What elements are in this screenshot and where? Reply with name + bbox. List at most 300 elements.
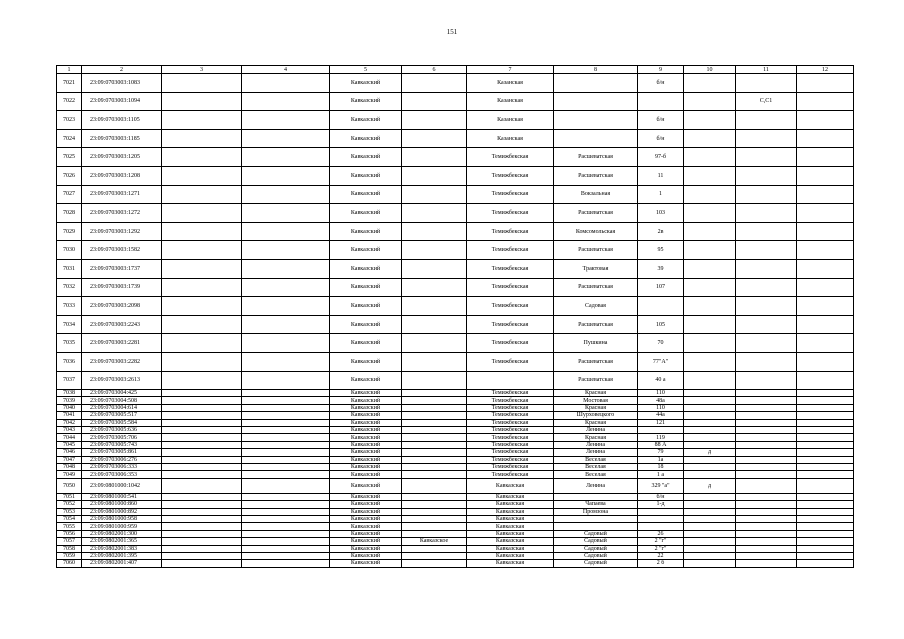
- table-cell: [162, 464, 242, 471]
- table-cell: [797, 530, 854, 537]
- table-cell: [797, 434, 854, 441]
- table-cell: 2 "г": [638, 538, 684, 545]
- table-cell: [736, 456, 797, 463]
- table-cell: Темижбекская: [467, 241, 554, 260]
- table-cell: [162, 315, 242, 334]
- table-cell: [402, 297, 467, 316]
- table-cell: [402, 515, 467, 522]
- page-number: 151: [446, 28, 458, 36]
- table-cell: 7042: [57, 419, 82, 426]
- table-cell: [162, 352, 242, 371]
- table-cell: Кавказская: [467, 530, 554, 537]
- table-row: [57, 515, 854, 522]
- table-cell: [242, 92, 330, 111]
- table-cell: б/н: [638, 493, 684, 500]
- table-row: [57, 478, 854, 493]
- table-cell: 44а: [638, 412, 684, 419]
- table-cell: [402, 111, 467, 130]
- table-cell: [554, 111, 638, 130]
- table-cell: [736, 352, 797, 371]
- table-row: [57, 419, 854, 426]
- table-cell: [797, 259, 854, 278]
- table-cell: [242, 545, 330, 552]
- table-cell: 23:09:0703003:2281: [82, 334, 162, 353]
- table-cell: [736, 449, 797, 456]
- table-row: [57, 185, 854, 204]
- table-cell: [162, 166, 242, 185]
- table-cell: 79: [638, 449, 684, 456]
- table-cell: Казанская: [467, 111, 554, 130]
- table-cell: [162, 222, 242, 241]
- table-cell: [402, 412, 467, 419]
- table-cell: [797, 508, 854, 515]
- column-header: 6: [402, 66, 467, 74]
- table-cell: 11: [638, 166, 684, 185]
- table-cell: Садовый: [554, 552, 638, 559]
- table-row: [57, 259, 854, 278]
- table-cell: [162, 390, 242, 397]
- table-cell: [736, 545, 797, 552]
- table-cell: [242, 315, 330, 334]
- table-cell: 23:09:0703003:1272: [82, 204, 162, 223]
- table-cell: 23:09:0703005:584: [82, 419, 162, 426]
- table-cell: Расшеватская: [554, 278, 638, 297]
- table-cell: 23:09:0703006:353: [82, 471, 162, 478]
- table-cell: [797, 278, 854, 297]
- table-cell: Кавказский: [330, 419, 402, 426]
- table-cell: б/н: [638, 111, 684, 130]
- table-cell: Кавказский: [330, 397, 402, 404]
- table-cell: [402, 523, 467, 530]
- table-cell: [797, 111, 854, 130]
- table-cell: [242, 427, 330, 434]
- table-cell: 23:09:0703003:1205: [82, 148, 162, 167]
- table-cell: [797, 501, 854, 508]
- table-cell: Кавказский: [330, 441, 402, 448]
- table-cell: [162, 478, 242, 493]
- table-cell: Темижбекская: [467, 456, 554, 463]
- table-cell: 7045: [57, 441, 82, 448]
- table-cell: С,С1: [736, 92, 797, 111]
- table-cell: [402, 419, 467, 426]
- table-cell: [736, 371, 797, 390]
- table-cell: [797, 412, 854, 419]
- table-row: [57, 456, 854, 463]
- table-cell: [242, 371, 330, 390]
- table-cell: д: [684, 478, 736, 493]
- table-cell: [736, 412, 797, 419]
- table-cell: Кавказский: [330, 371, 402, 390]
- table-cell: [684, 508, 736, 515]
- table-cell: Трактовая: [554, 259, 638, 278]
- table-cell: 2в: [638, 222, 684, 241]
- column-header: 11: [736, 66, 797, 74]
- table-cell: [162, 449, 242, 456]
- column-header: 2: [82, 66, 162, 74]
- table-cell: [638, 508, 684, 515]
- table-cell: [242, 297, 330, 316]
- table-cell: 7030: [57, 241, 82, 260]
- table-cell: [242, 478, 330, 493]
- table-cell: 23:09:0703004:614: [82, 404, 162, 411]
- table-cell: [162, 471, 242, 478]
- table-cell: Кавказский: [330, 538, 402, 545]
- table-cell: [684, 523, 736, 530]
- table-cell: 88 А: [638, 441, 684, 448]
- table-row: [57, 74, 854, 93]
- table-cell: Темижбекская: [467, 427, 554, 434]
- table-cell: Садовый: [554, 560, 638, 567]
- table-cell: 1-д: [638, 501, 684, 508]
- table-cell: [797, 464, 854, 471]
- table-cell: [554, 523, 638, 530]
- table-cell: [736, 397, 797, 404]
- table-cell: Темижбекская: [467, 412, 554, 419]
- table-cell: 2 б: [638, 560, 684, 567]
- table-cell: Темижбекская: [467, 464, 554, 471]
- table-row: [57, 523, 854, 530]
- column-header: 9: [638, 66, 684, 74]
- table-row: [57, 449, 854, 456]
- table-cell: [797, 222, 854, 241]
- table-cell: [736, 508, 797, 515]
- table-cell: Ленина: [554, 427, 638, 434]
- table-cell: [402, 185, 467, 204]
- table-row: [57, 493, 854, 500]
- table-cell: Комсомольская: [554, 222, 638, 241]
- table-cell: Красная: [554, 419, 638, 426]
- table-cell: [736, 129, 797, 148]
- table-cell: [684, 371, 736, 390]
- table-cell: [402, 560, 467, 567]
- table-cell: 7035: [57, 334, 82, 353]
- table-cell: 7050: [57, 478, 82, 493]
- table-cell: [242, 449, 330, 456]
- table-cell: [736, 185, 797, 204]
- table-cell: Темижбекская: [467, 352, 554, 371]
- table-cell: 23:09:0802001:300: [82, 530, 162, 537]
- table-cell: 7037: [57, 371, 82, 390]
- table-cell: [684, 129, 736, 148]
- table-cell: [736, 166, 797, 185]
- table-row: [57, 412, 854, 419]
- table-cell: [402, 427, 467, 434]
- table-cell: 110: [638, 404, 684, 411]
- table-cell: [162, 456, 242, 463]
- table-cell: Кавказский: [330, 427, 402, 434]
- table-cell: 23:09:0801000:959: [82, 523, 162, 530]
- table-row: [57, 148, 854, 167]
- table-cell: [797, 493, 854, 500]
- table-cell: [684, 390, 736, 397]
- table-row: [57, 92, 854, 111]
- table-row: [57, 471, 854, 478]
- table-cell: 23:09:0703005:636: [82, 427, 162, 434]
- table-cell: [554, 515, 638, 522]
- table-cell: Садовый: [554, 538, 638, 545]
- table-cell: Веселая: [554, 456, 638, 463]
- table-cell: [162, 371, 242, 390]
- table-cell: [242, 334, 330, 353]
- table-cell: Темижбекская: [467, 259, 554, 278]
- table-cell: [242, 390, 330, 397]
- table-cell: [684, 441, 736, 448]
- table-cell: [162, 241, 242, 260]
- table-cell: [242, 129, 330, 148]
- column-header: 4: [242, 66, 330, 74]
- table-cell: Веселая: [554, 464, 638, 471]
- table-row: [57, 111, 854, 130]
- table-cell: [797, 552, 854, 559]
- table-cell: 105: [638, 315, 684, 334]
- table-cell: Темижбекская: [467, 148, 554, 167]
- table-cell: Кавказский: [330, 204, 402, 223]
- table-cell: [736, 222, 797, 241]
- table-cell: [242, 148, 330, 167]
- table-row: [57, 508, 854, 515]
- table-cell: 23:09:0703003:1185: [82, 129, 162, 148]
- table-cell: [736, 204, 797, 223]
- table-cell: 7029: [57, 222, 82, 241]
- table-cell: [797, 545, 854, 552]
- table-cell: [242, 419, 330, 426]
- table-cell: 7055: [57, 523, 82, 530]
- table-cell: [736, 523, 797, 530]
- table-cell: [242, 259, 330, 278]
- table-row: [57, 334, 854, 353]
- table-cell: 7059: [57, 552, 82, 559]
- table-cell: [242, 434, 330, 441]
- table-cell: Расшеватская: [554, 166, 638, 185]
- table-cell: 121: [638, 419, 684, 426]
- table-cell: [162, 129, 242, 148]
- table-cell: [736, 538, 797, 545]
- table-cell: [554, 129, 638, 148]
- table-cell: Красная: [554, 434, 638, 441]
- table-cell: [797, 538, 854, 545]
- table-cell: [162, 412, 242, 419]
- table-cell: [162, 278, 242, 297]
- table-cell: Темижбекская: [467, 449, 554, 456]
- table-cell: Промзона: [554, 508, 638, 515]
- column-header: 5: [330, 66, 402, 74]
- table-cell: [242, 515, 330, 522]
- table-cell: Кавказский: [330, 111, 402, 130]
- table-cell: д: [684, 449, 736, 456]
- table-cell: 26: [638, 530, 684, 537]
- table-cell: [162, 334, 242, 353]
- column-header: 1: [57, 66, 82, 74]
- table-cell: [797, 315, 854, 334]
- table-cell: 23:09:0703003:2243: [82, 315, 162, 334]
- table-cell: Темижбекская: [467, 315, 554, 334]
- table-cell: Кавказский: [330, 222, 402, 241]
- table-cell: [797, 352, 854, 371]
- table-row: [57, 560, 854, 567]
- table-cell: Мостовая: [554, 397, 638, 404]
- table-cell: [162, 515, 242, 522]
- table-cell: 7026: [57, 166, 82, 185]
- table-cell: 70: [638, 334, 684, 353]
- table-cell: Ленина: [554, 478, 638, 493]
- table-cell: [736, 493, 797, 500]
- table-cell: [242, 538, 330, 545]
- table-cell: [242, 74, 330, 93]
- table-cell: Темижбекская: [467, 471, 554, 478]
- table-cell: [242, 530, 330, 537]
- table-row: [57, 390, 854, 397]
- table-cell: [402, 501, 467, 508]
- table-cell: [402, 397, 467, 404]
- table-cell: [797, 129, 854, 148]
- table-cell: [402, 545, 467, 552]
- table-cell: [162, 74, 242, 93]
- table-cell: Кавказский: [330, 404, 402, 411]
- table-cell: [736, 515, 797, 522]
- table-cell: [242, 185, 330, 204]
- table-cell: 23:09:0703005:706: [82, 434, 162, 441]
- table-cell: [736, 464, 797, 471]
- table-cell: Кавказская: [467, 478, 554, 493]
- table-cell: [684, 464, 736, 471]
- table-cell: [736, 530, 797, 537]
- table-cell: [402, 456, 467, 463]
- table-cell: 23:09:0802001:365: [82, 538, 162, 545]
- table-cell: [684, 74, 736, 93]
- table-cell: Кавказский: [330, 129, 402, 148]
- table-cell: [242, 464, 330, 471]
- table-cell: [242, 493, 330, 500]
- table-cell: 7041: [57, 412, 82, 419]
- table-cell: Пушкина: [554, 334, 638, 353]
- table-cell: Кавказский: [330, 74, 402, 93]
- table-cell: Расшеватская: [554, 352, 638, 371]
- table-cell: [797, 456, 854, 463]
- table-cell: Темижбекская: [467, 185, 554, 204]
- table-cell: Чапаева: [554, 501, 638, 508]
- table-cell: [797, 166, 854, 185]
- table-cell: 23:09:0703003:1094: [82, 92, 162, 111]
- table-cell: Темижбекская: [467, 278, 554, 297]
- table-cell: 7034: [57, 315, 82, 334]
- table-cell: [736, 560, 797, 567]
- table-cell: [402, 390, 467, 397]
- table-cell: [684, 493, 736, 500]
- table-cell: 7036: [57, 352, 82, 371]
- table-cell: Ленина: [554, 449, 638, 456]
- table-cell: Кавказский: [330, 278, 402, 297]
- header-row: [57, 66, 854, 74]
- table-cell: Темижбекская: [467, 222, 554, 241]
- table-cell: [242, 412, 330, 419]
- table-cell: Садовая: [554, 297, 638, 316]
- table-cell: [402, 204, 467, 223]
- table-cell: [797, 404, 854, 411]
- table-row: [57, 545, 854, 552]
- table-cell: Кавказский: [330, 412, 402, 419]
- table-cell: [402, 315, 467, 334]
- table-cell: Кавказский: [330, 390, 402, 397]
- table-cell: 40 а: [638, 371, 684, 390]
- table-cell: [797, 185, 854, 204]
- table-cell: [684, 222, 736, 241]
- table-cell: [162, 404, 242, 411]
- table-cell: [684, 404, 736, 411]
- table-cell: [736, 419, 797, 426]
- table-cell: [684, 166, 736, 185]
- table-cell: 7047: [57, 456, 82, 463]
- table-cell: Расшеватская: [554, 148, 638, 167]
- table-cell: [684, 456, 736, 463]
- table-cell: 23:09:0703003:1739: [82, 278, 162, 297]
- table-cell: [684, 560, 736, 567]
- table-cell: [402, 148, 467, 167]
- table-cell: [736, 334, 797, 353]
- table-cell: Кавказский: [330, 530, 402, 537]
- table-cell: Кавказская: [467, 515, 554, 522]
- table-cell: Кавказская: [467, 552, 554, 559]
- table-row: [57, 129, 854, 148]
- table-cell: [402, 471, 467, 478]
- table-cell: 23:09:0703006:276: [82, 456, 162, 463]
- table-cell: 7039: [57, 397, 82, 404]
- column-header: 8: [554, 66, 638, 74]
- table-cell: [797, 560, 854, 567]
- table-cell: 18: [638, 464, 684, 471]
- table-cell: 77"А": [638, 352, 684, 371]
- table-row: [57, 538, 854, 545]
- table-cell: [797, 478, 854, 493]
- table-cell: Темижбекская: [467, 334, 554, 353]
- table-cell: 23:09:0703003:1083: [82, 74, 162, 93]
- table-cell: [162, 493, 242, 500]
- table-cell: Кавказский: [330, 456, 402, 463]
- table-cell: [242, 552, 330, 559]
- table-cell: [402, 278, 467, 297]
- table-cell: 7021: [57, 74, 82, 93]
- table-cell: [797, 241, 854, 260]
- table-cell: [162, 297, 242, 316]
- table-cell: Кавказский: [330, 508, 402, 515]
- table-cell: [467, 371, 554, 390]
- table-cell: [162, 204, 242, 223]
- table-cell: 7043: [57, 427, 82, 434]
- table-cell: [684, 545, 736, 552]
- table-cell: [638, 427, 684, 434]
- table-cell: [684, 241, 736, 260]
- table-cell: [797, 297, 854, 316]
- table-cell: Кавказский: [330, 560, 402, 567]
- table-row: [57, 315, 854, 334]
- table-cell: [736, 278, 797, 297]
- table-cell: [242, 501, 330, 508]
- table-cell: [797, 449, 854, 456]
- table-cell: 7051: [57, 493, 82, 500]
- table-cell: [554, 493, 638, 500]
- table-cell: Кавказская: [467, 523, 554, 530]
- table-cell: [736, 471, 797, 478]
- table-cell: [736, 427, 797, 434]
- table-cell: 7049: [57, 471, 82, 478]
- table-cell: [797, 419, 854, 426]
- table-cell: [797, 523, 854, 530]
- table-cell: 7024: [57, 129, 82, 148]
- table-cell: Темижбекская: [467, 419, 554, 426]
- table-cell: [797, 204, 854, 223]
- table-cell: [797, 427, 854, 434]
- table-cell: Кавказский: [330, 523, 402, 530]
- table-cell: [684, 278, 736, 297]
